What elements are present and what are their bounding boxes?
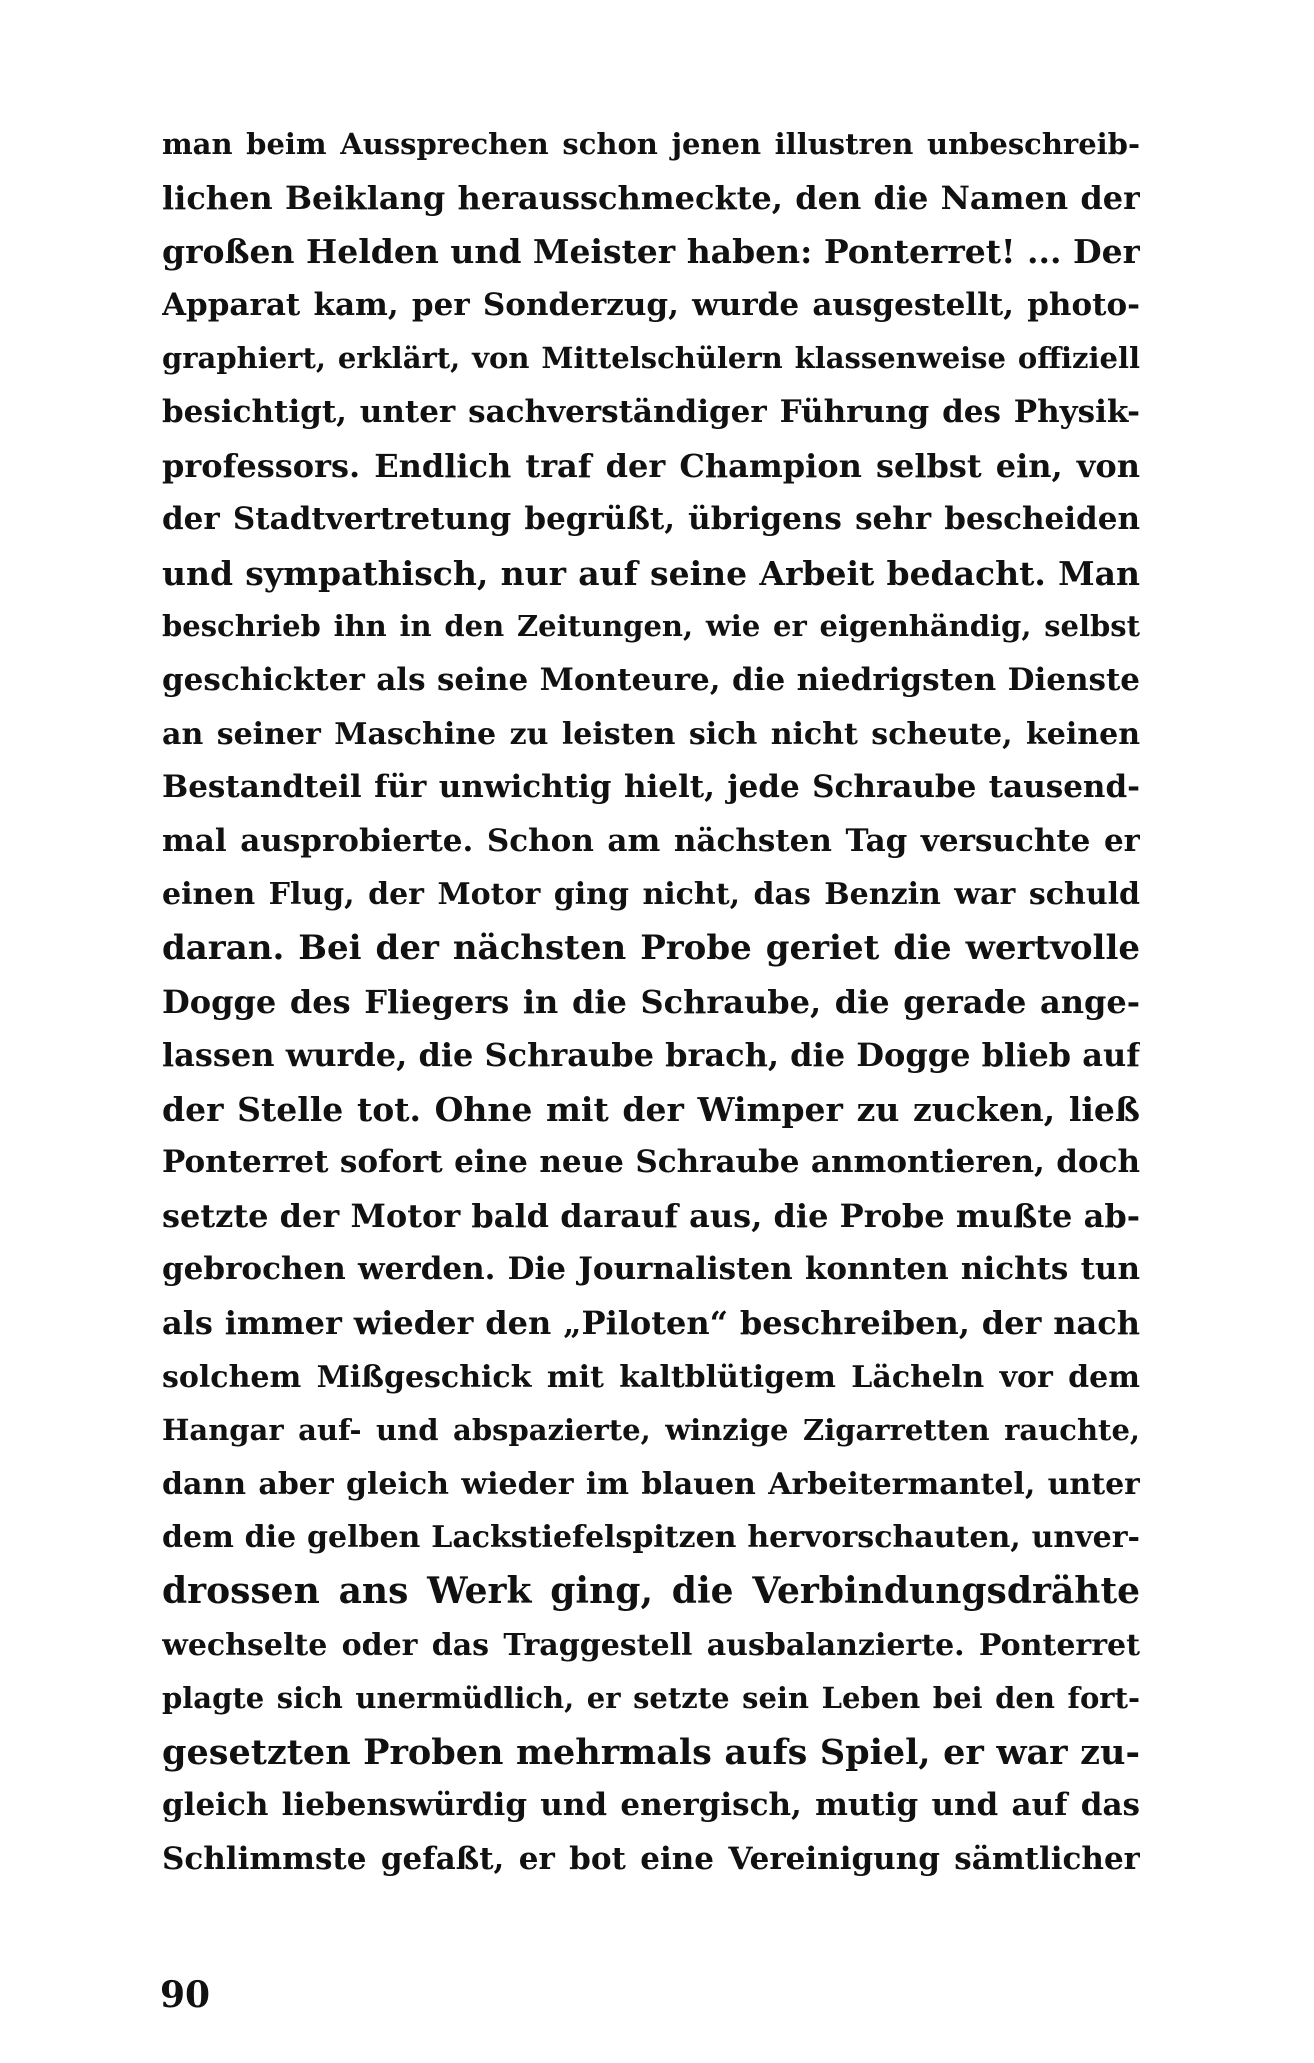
body-text — [162, 118, 1140, 1887]
text-line: wechselte oder das Traggestell ausbalanzierte. Ponterret — [162, 1627, 1140, 1663]
page-number: 90 — [160, 1974, 211, 2016]
text-line: lichen Beiklang herausschmeckte, den die Namen der — [162, 178, 1140, 217]
text-line: Apparat kam, per Sonderzug, wurde ausgestellt, photo- — [162, 286, 1140, 323]
text-line: Ponterret sofort eine neue Schraube anmontieren, doch — [162, 1144, 1140, 1181]
text-line: solchem Mißgeschick mit kaltblütigem Lächeln vor dem — [162, 1359, 1140, 1395]
text-line: dann aber gleich wieder im blauen Arbeitermantel, unter — [162, 1466, 1140, 1502]
text-line: dem die gelben Lackstiefelspitzen hervorschauten, unver- — [162, 1520, 1140, 1556]
text-line: geschickter als seine Monteure, die niedrigsten Dienste — [162, 661, 1140, 698]
text-line: der Stelle tot. Ohne mit der Wimper zu zucken, ließ — [162, 1089, 1140, 1129]
text-line: daran. Bei der nächsten Probe geriet die wertvolle — [162, 927, 1140, 968]
text-line: Dogge des Fliegers in die Schraube, die gerade ange- — [162, 982, 1140, 1021]
text-line: plagte sich unermüdlich, er setzte sein Leben bei den fort- — [162, 1681, 1140, 1716]
text-line: beschrieb ihn in den Zeitungen, wie er eigenhändig, selbst — [162, 609, 1140, 644]
text-line: Hangar auf- und abspazierte, winzige Zigarretten rauchte, — [162, 1413, 1140, 1448]
text-line: drossen ans Werk ging, die Verbindungsdrähte — [162, 1570, 1140, 1613]
text-line: gebrochen werden. Die Journalisten konnten nichts tun — [162, 1251, 1140, 1288]
text-line: besichtigt, unter sachverständiger Führung des Physik- — [162, 393, 1140, 430]
text-line: setzte der Motor bald darauf aus, die Probe mußte ab- — [162, 1196, 1140, 1235]
text-line: großen Helden und Meister haben: Ponterret! ... Der — [162, 232, 1140, 272]
text-line: Bestandteil für unwichtig hielt, jede Schraube tausend- — [162, 769, 1140, 806]
text-line: an seiner Maschine zu leisten sich nicht scheute, keinen — [162, 716, 1140, 752]
text-line: mal ausprobierte. Schon am nächsten Tag versuchte er — [162, 822, 1140, 859]
text-line: Schlimmste gefaßt, er bot eine Vereinigung sämtlicher — [162, 1841, 1140, 1877]
text-line: als immer wieder den „Piloten“ beschreiben, der nach — [162, 1304, 1140, 1343]
text-line: und sympathisch, nur auf seine Arbeit bedacht. Man — [162, 553, 1140, 593]
text-line: gesetzten Proben mehrmals aufs Spiel, er war zu- — [162, 1731, 1140, 1773]
text-line: man beim Aussprechen schon jenen illustren unbeschreib- — [162, 127, 1140, 161]
text-line: gleich liebenswürdig und energisch, mutig und auf das — [162, 1787, 1140, 1824]
text-line: der Stadtvertretung begrüßt, übrigens sehr bescheiden — [162, 501, 1140, 538]
text-line: graphiert, erklärt, von Mittelschülern klassenweise offiziell — [162, 341, 1140, 376]
text-line: einen Flug, der Motor ging nicht, das Benzin war schuld — [162, 877, 1140, 913]
text-line: professors. Endlich traf der Champion selbst ein, von — [162, 446, 1140, 485]
text-line: lassen wurde, die Schraube brach, die Dogge blieb auf — [162, 1036, 1140, 1075]
